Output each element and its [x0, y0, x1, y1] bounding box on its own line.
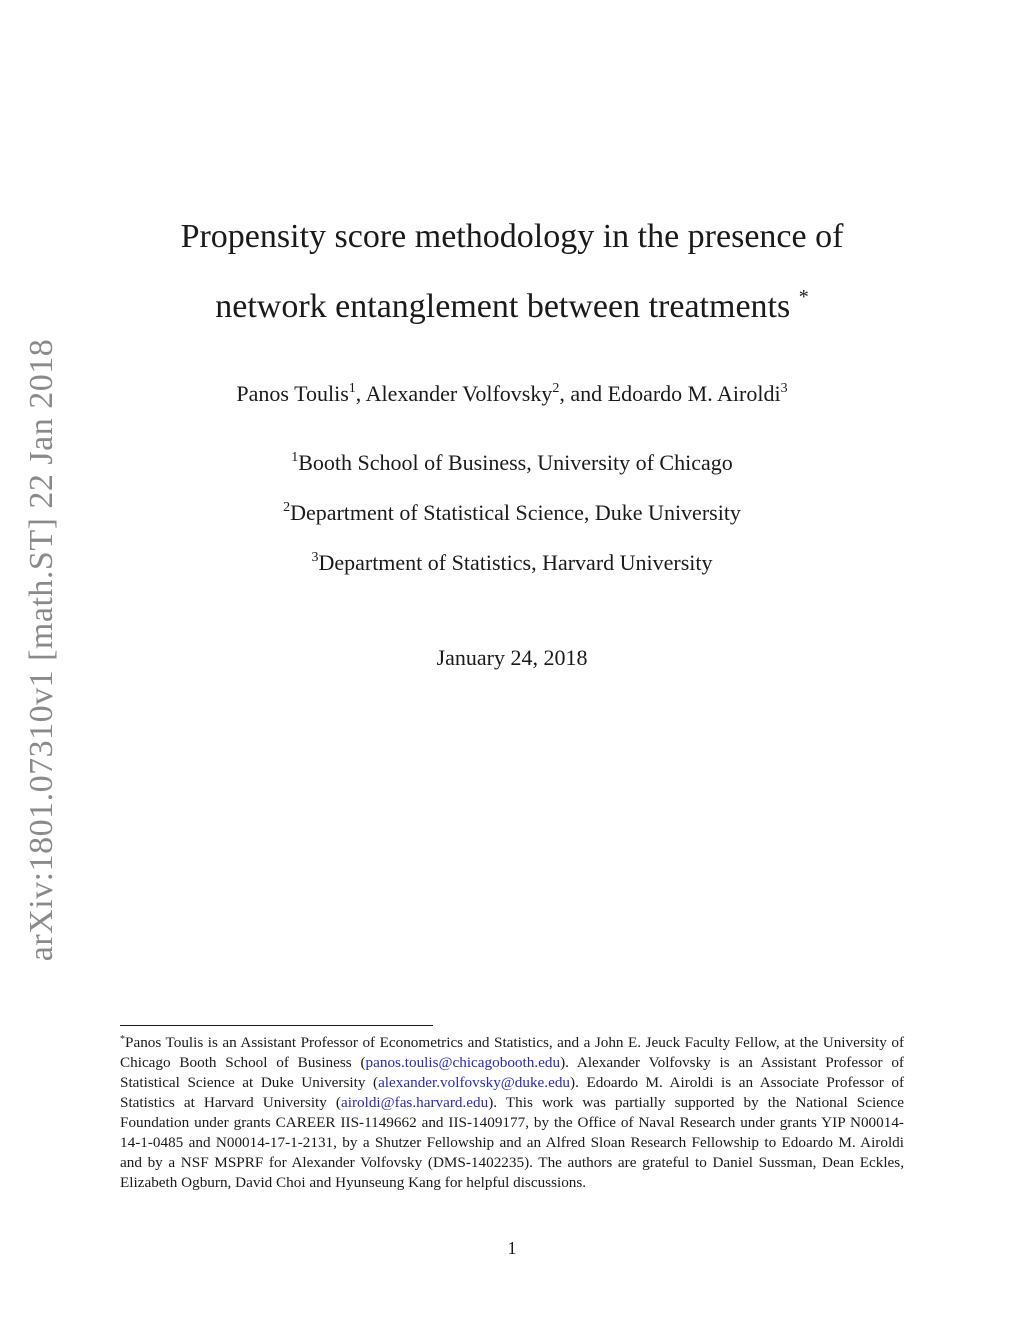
paper-title-line-2 [0, 286, 1024, 326]
author-separator: , [355, 381, 366, 406]
email-link-volfovsky[interactable]: alexander.volfovsky@duke.edu [378, 1074, 571, 1091]
author-affiliation-mark: 1 [348, 381, 356, 396]
author-name: Panos Toulis [236, 381, 349, 406]
affiliation-mark: 3 [311, 550, 319, 565]
footnote-text-part-1: Panos Toulis is an Assistant Professor of Econometrics and Statistics, and a John E. Jeuck Faculty Fellow, at the University of Chicago Booth School of Business ( [120, 1034, 904, 1071]
footnote-text-part-2: ). Alexander Volfovsky is an Assistant Professor of Statistical Science at Duke University ( [120, 1054, 904, 1091]
affiliation-mark: 2 [283, 500, 291, 515]
email-link-toulis[interactable]: panos.toulis@chicagobooth.edu [365, 1054, 561, 1071]
affiliation-text: Booth School of Business, University of Chicago [298, 450, 733, 475]
footnote-text-part-3: ). Edoardo M. Airoldi is an Associate Professor of Statistics at Harvard University ( [120, 1074, 904, 1111]
paper-title-line-2-text: network entanglement between treatments [215, 288, 791, 325]
affiliation-text: Department of Statistics, Harvard University [318, 550, 713, 575]
page-number: 1 [507, 1238, 517, 1258]
arxiv-stamp: arXiv:1801.07310v1 [math.ST] 22 Jan 2018 [23, 338, 60, 962]
affiliation-2 [0, 500, 1024, 526]
author-list [0, 381, 1024, 407]
author-affiliation-mark: 2 [552, 381, 560, 396]
email-link-airoldi[interactable]: airoldi@fas.harvard.edu [341, 1094, 489, 1111]
affiliation-text: Department of Statistical Science, Duke University [290, 500, 741, 525]
title-footnote-mark[interactable]: * [798, 286, 809, 308]
footnote [120, 1030, 904, 1193]
footnote-divider [120, 1025, 433, 1026]
affiliation-3 [0, 550, 1024, 576]
author-affiliation-mark: 3 [780, 381, 788, 396]
affiliation-mark: 1 [291, 450, 299, 465]
affiliation-1 [0, 450, 1024, 476]
author-name: Edoardo M. Airoldi [607, 381, 781, 406]
author-separator: , and [559, 381, 608, 406]
paper-title-line-1: Propensity score methodology in the presence of [180, 218, 844, 255]
paper-date: January 24, 2018 [436, 645, 588, 670]
footnote-text-part-4: ). This work was partially supported by the National Science Foundation under grants CAREER IIS-1149662 and IIS-1409177, by the Office of Naval Research under grants YIP N00014-14-1-0485 and N00014-17-1-2131, by a Shutzer Fellowship and an Alfred Sloan Research Fellowship to Edoardo M. Airoldi and by a NSF MSPRF for Alexander Volfovsky (DMS-1402235). The authors are grateful to Daniel Sussman, Dean Eckles, Elizabeth Ogburn, David Choi and Hyunseung Kang for helpful discussions. [120, 1094, 905, 1191]
footnote-mark: * [120, 1034, 125, 1045]
author-name: Alexander Volfovsky [365, 381, 553, 406]
